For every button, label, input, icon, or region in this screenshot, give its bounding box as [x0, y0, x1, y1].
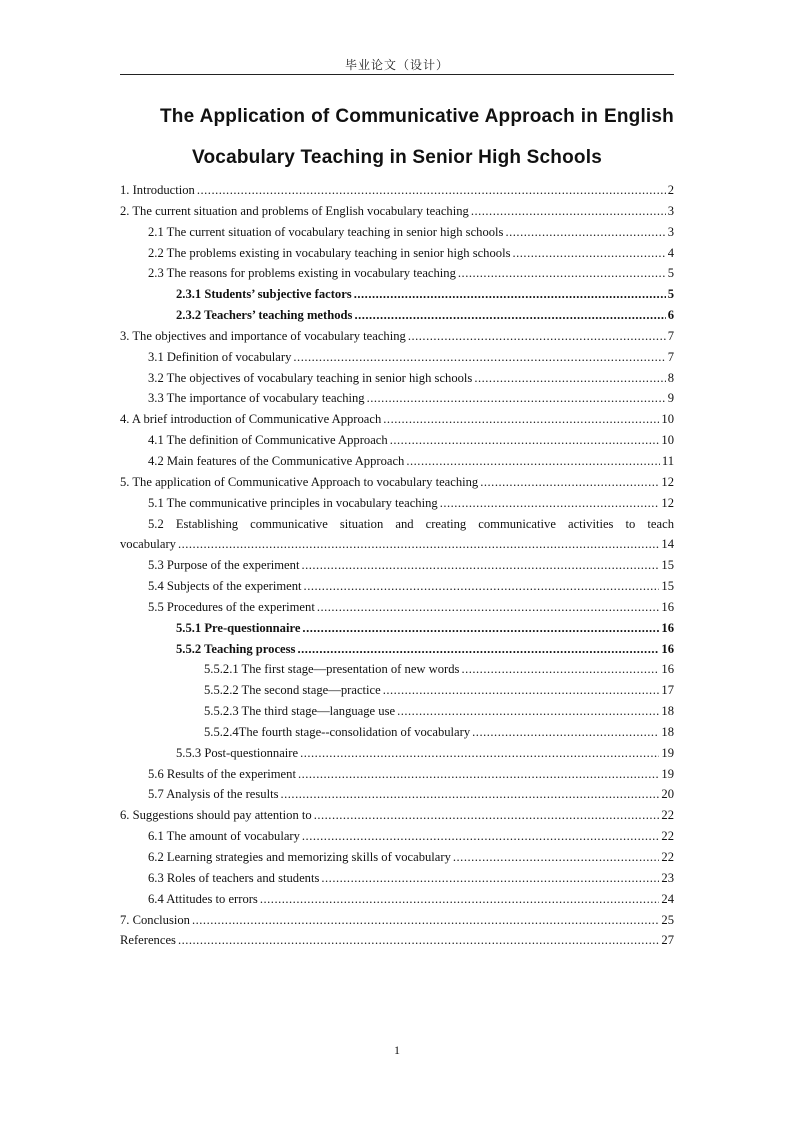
toc-entry-references[interactable]: References ..... 27: [120, 930, 674, 951]
page-header: 毕业论文（设计）: [344, 58, 449, 72]
toc-entry-5-5-2[interactable]: 5.5.2 Teaching process ..... 16: [120, 639, 674, 660]
toc-entry-5-3[interactable]: 5.3 Purpose of the experiment ..... 15: [120, 555, 674, 576]
toc-entry-5-5-1[interactable]: 5.5.1 Pre-questionnaire ..... 16: [120, 618, 674, 639]
toc-entry-6-3[interactable]: 6.3 Roles of teachers and students ..... 23: [120, 868, 674, 889]
toc-entry-7[interactable]: 7. Conclusion ..... 25: [120, 910, 674, 931]
toc-entry-1[interactable]: 1. Introduction ..... 2: [120, 180, 674, 201]
toc-entry-3[interactable]: 3. The objectives and importance of vocabulary teaching ..... 7: [120, 326, 674, 347]
toc-entry-3-2[interactable]: 3.2 The objectives of vocabulary teaching in senior high schools ..... 8: [120, 368, 674, 389]
toc-entry-5-6[interactable]: 5.6 Results of the experiment ..... 19: [120, 764, 674, 785]
toc-entry-6[interactable]: 6. Suggestions should pay attention to ..... 22: [120, 805, 674, 826]
toc-entry-6-2[interactable]: 6.2 Learning strategies and memorizing skills of vocabulary ..... 22: [120, 847, 674, 868]
toc-entry-4-1[interactable]: 4.1 The definition of Communicative Approach ..... 10: [120, 430, 674, 451]
toc-entry-2-3-2[interactable]: 2.3.2 Teachers’ teaching methods ..... 6: [120, 305, 674, 326]
toc-entry-2-3[interactable]: 2.3 The reasons for problems existing in vocabulary teaching ..... 5: [120, 263, 674, 284]
toc-entry-5-5[interactable]: 5.5 Procedures of the experiment ..... 16: [120, 597, 674, 618]
toc-entry-4-2[interactable]: 4.2 Main features of the Communicative Approach ..... 11: [120, 451, 674, 472]
toc-entry-5-5-2-4[interactable]: 5.5.2.4The fourth stage--consolidation of vocabulary ..... 18: [120, 722, 674, 743]
toc-entry-2-1[interactable]: 2.1 The current situation of vocabulary teaching in senior high schools ..... 3: [120, 222, 674, 243]
toc-entry-3-3[interactable]: 3.3 The importance of vocabulary teaching ..... 9: [120, 388, 674, 409]
toc-entry-5-4[interactable]: 5.4 Subjects of the experiment ..... 15: [120, 576, 674, 597]
toc-entry-5[interactable]: 5. The application of Communicative Approach to vocabulary teaching ..... 12: [120, 472, 674, 493]
toc-entry-5-5-2-2[interactable]: 5.5.2.2 The second stage—practice ..... 17: [120, 680, 674, 701]
thesis-title-line-1: The Application of Communicative Approach in English: [160, 106, 674, 127]
toc-entry-5-5-3[interactable]: 5.5.3 Post-questionnaire ..... 19: [120, 743, 674, 764]
header-rule: [120, 74, 674, 75]
toc-entry-5-5-2-1[interactable]: 5.5.2.1 The first stage—presentation of new words ..... 16: [120, 659, 674, 680]
toc-entry-3-1[interactable]: 3.1 Definition of vocabulary ..... 7: [120, 347, 674, 368]
toc-entry-6-1[interactable]: 6.1 The amount of vocabulary ..... 22: [120, 826, 674, 847]
table-of-contents: [120, 180, 674, 951]
toc-entry-2[interactable]: 2. The current situation and problems of English vocabulary teaching ..... 3: [120, 201, 674, 222]
thesis-title-line-2: Vocabulary Teaching in Senior High Schools: [192, 147, 602, 168]
toc-entry-5-2[interactable]: 5.2 Establishing communicative situation and creating communicative activities to teach: [148, 516, 674, 531]
toc-entry-2-3-1[interactable]: 2.3.1 Students’ subjective factors ..... 5: [120, 284, 674, 305]
toc-entry-5-2-continued[interactable]: vocabulary ..... 14: [120, 534, 674, 555]
toc-entry-5-1[interactable]: 5.1 The communicative principles in vocabulary teaching ..... 12: [120, 493, 674, 514]
toc-entry-6-4[interactable]: 6.4 Attitudes to errors ..... 24: [120, 889, 674, 910]
page-number: 1: [394, 1043, 400, 1057]
toc-entry-4[interactable]: 4. A brief introduction of Communicative Approach ..... 10: [120, 409, 674, 430]
toc-entry-2-2[interactable]: 2.2 The problems existing in vocabulary teaching in senior high schools ..... 4: [120, 243, 674, 264]
toc-entry-5-7[interactable]: 5.7 Analysis of the results ..... 20: [120, 784, 674, 805]
toc-entry-5-5-2-3[interactable]: 5.5.2.3 The third stage—language use ..... 18: [120, 701, 674, 722]
